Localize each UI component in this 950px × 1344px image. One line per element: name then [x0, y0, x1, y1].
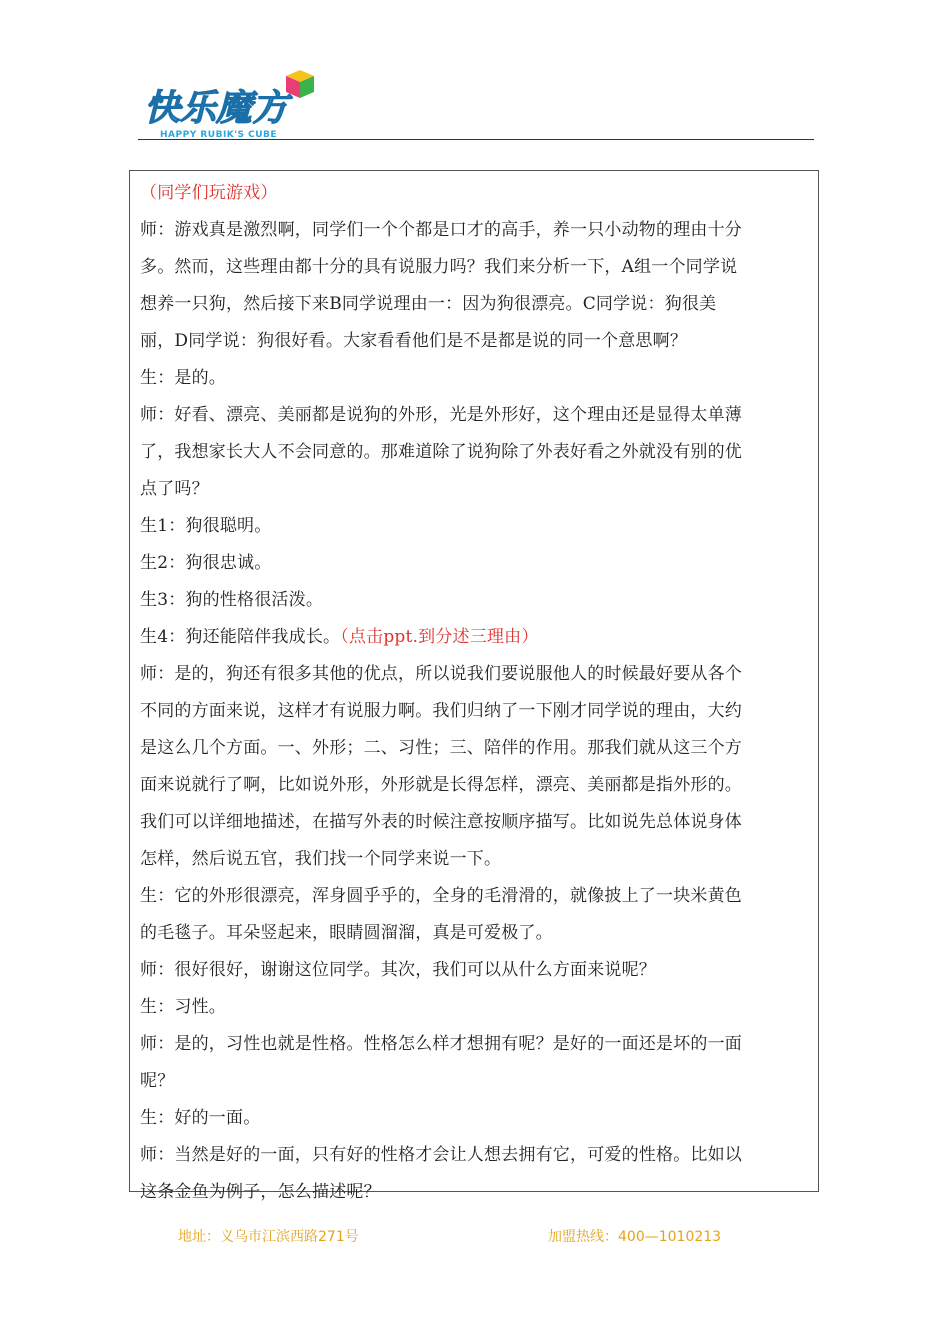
- footer-address: 地址：义乌市江滨西路271号: [178, 1229, 359, 1245]
- stage-direction: （点击ppt.到分述三理由）: [340, 627, 539, 647]
- logo: [138, 68, 338, 140]
- transcript-text: 点了吗？: [140, 479, 209, 499]
- transcript-text: 师：很好很好，谢谢这位同学。其次，我们可以从什么方面来说呢？: [140, 960, 656, 980]
- transcript-line: [140, 545, 810, 582]
- transcript-text: 生：习性。: [140, 997, 226, 1017]
- transcript-line: [140, 508, 810, 545]
- page-header: [138, 68, 814, 140]
- transcript-text: 师：当然是好的一面，只有好的性格才会让人想去拥有它，可爱的性格。比如以: [140, 1145, 742, 1165]
- transcript-text: 丽，D同学说：狗很好看。大家看看他们是不是都是说的同一个意思啊？: [140, 331, 688, 351]
- transcript-line: [140, 841, 810, 878]
- transcript-line: [140, 656, 810, 693]
- transcript-text: 面来说就行了啊，比如说外形，外形就是长得怎样，漂亮、美丽都是指外形的。: [140, 775, 742, 795]
- transcript-text: （同学们玩游戏）: [140, 183, 278, 203]
- transcript-text: 呢？: [140, 1071, 175, 1091]
- transcript-text: 师：好看、漂亮、美丽都是说狗的外形，光是外形好，这个理由还是显得太单薄: [140, 405, 742, 425]
- transcript-line: [140, 175, 810, 212]
- transcript-text: 想养一只狗，然后接下来B同学说理由一：因为狗很漂亮。C同学说：狗很美: [140, 294, 717, 314]
- transcript-text: 生2：狗很忠诚。: [140, 553, 272, 573]
- transcript-text: 不同的方面来说，这样才有说服力啊。我们归纳了一下刚才同学说的理由，大约: [140, 701, 742, 721]
- transcript-line: [140, 249, 810, 286]
- transcript-line: [140, 1100, 810, 1137]
- transcript-line: [140, 989, 810, 1026]
- transcript-text: 怎样，然后说五官，我们找一个同学来说一下。: [140, 849, 502, 869]
- transcript-line: [140, 582, 810, 619]
- transcript-text: 生4：狗还能陪伴我成长。: [140, 627, 341, 647]
- transcript-text: 师：是的，狗还有很多其他的优点，所以说我们要说服他人的时候最好要从各个: [140, 664, 742, 684]
- transcript-text: 生：是的。: [140, 368, 226, 388]
- transcript-line: [140, 878, 810, 915]
- transcript-line: [140, 212, 810, 249]
- transcript-line: [140, 397, 810, 434]
- rubiks-cube-icon: [286, 70, 314, 98]
- transcript-text: 生：它的外形很漂亮，浑身圆乎乎的，全身的毛滑滑的，就像披上了一块米黄色: [140, 886, 742, 906]
- transcript-line: [140, 952, 810, 989]
- transcript-line: [140, 804, 810, 841]
- transcript-text: 师：是的，习性也就是性格。性格怎么样才想拥有呢？是好的一面还是坏的一面: [140, 1034, 742, 1054]
- transcript-text: 的毛毯子。耳朵竖起来，眼睛圆溜溜，真是可爱极了。: [140, 923, 553, 943]
- transcript-text: 是这么几个方面。一、外形；二、习性；三、陪伴的作用。那我们就从这三个方: [140, 738, 742, 758]
- transcript-line: [140, 471, 810, 508]
- transcript-text: 生：好的一面。: [140, 1108, 261, 1128]
- transcript-text: 多。然而，这些理由都十分的具有说服力吗？我们来分析一下，A组一个同学说: [140, 257, 738, 277]
- logo-chinese: 快乐魔方: [144, 88, 289, 129]
- lesson-transcript-box: [129, 170, 819, 1202]
- transcript-text: 了，我想家长大人不会同意的。那难道除了说狗除了外表好看之外就没有别的优: [140, 442, 742, 462]
- transcript-text: 师：游戏真是激烈啊，同学们一个个都是口才的高手，养一只小动物的理由十分: [140, 220, 742, 240]
- transcript-line: [140, 1174, 810, 1211]
- transcript-line: [140, 323, 810, 360]
- transcript-line: [140, 915, 810, 952]
- transcript-line: [140, 767, 810, 804]
- transcript-line: [140, 619, 810, 656]
- transcript-line: [140, 693, 810, 730]
- transcript-line: [140, 286, 810, 323]
- logo-english: HAPPY RUBIK'S CUBE: [160, 130, 278, 140]
- transcript-line: [140, 1063, 810, 1100]
- transcript-text: 我们可以详细地描述，在描写外表的时候注意按顺序描写。比如说先总体说身体: [140, 812, 742, 832]
- transcript-text: 这条金鱼为例子，怎么描述呢？: [140, 1182, 381, 1202]
- transcript-line: [140, 360, 810, 397]
- page-footer: [0, 1226, 950, 1250]
- transcript-text: 生3：狗的性格很活泼。: [140, 590, 324, 610]
- transcript-line: [140, 434, 810, 471]
- header-divider: [138, 139, 814, 140]
- transcript-line: [140, 730, 810, 767]
- transcript-line: [140, 1026, 810, 1063]
- footer-hotline: 加盟热线：400—1010213: [548, 1229, 722, 1245]
- transcript-text: 生1：狗很聪明。: [140, 516, 272, 536]
- transcript-line: [140, 1137, 810, 1174]
